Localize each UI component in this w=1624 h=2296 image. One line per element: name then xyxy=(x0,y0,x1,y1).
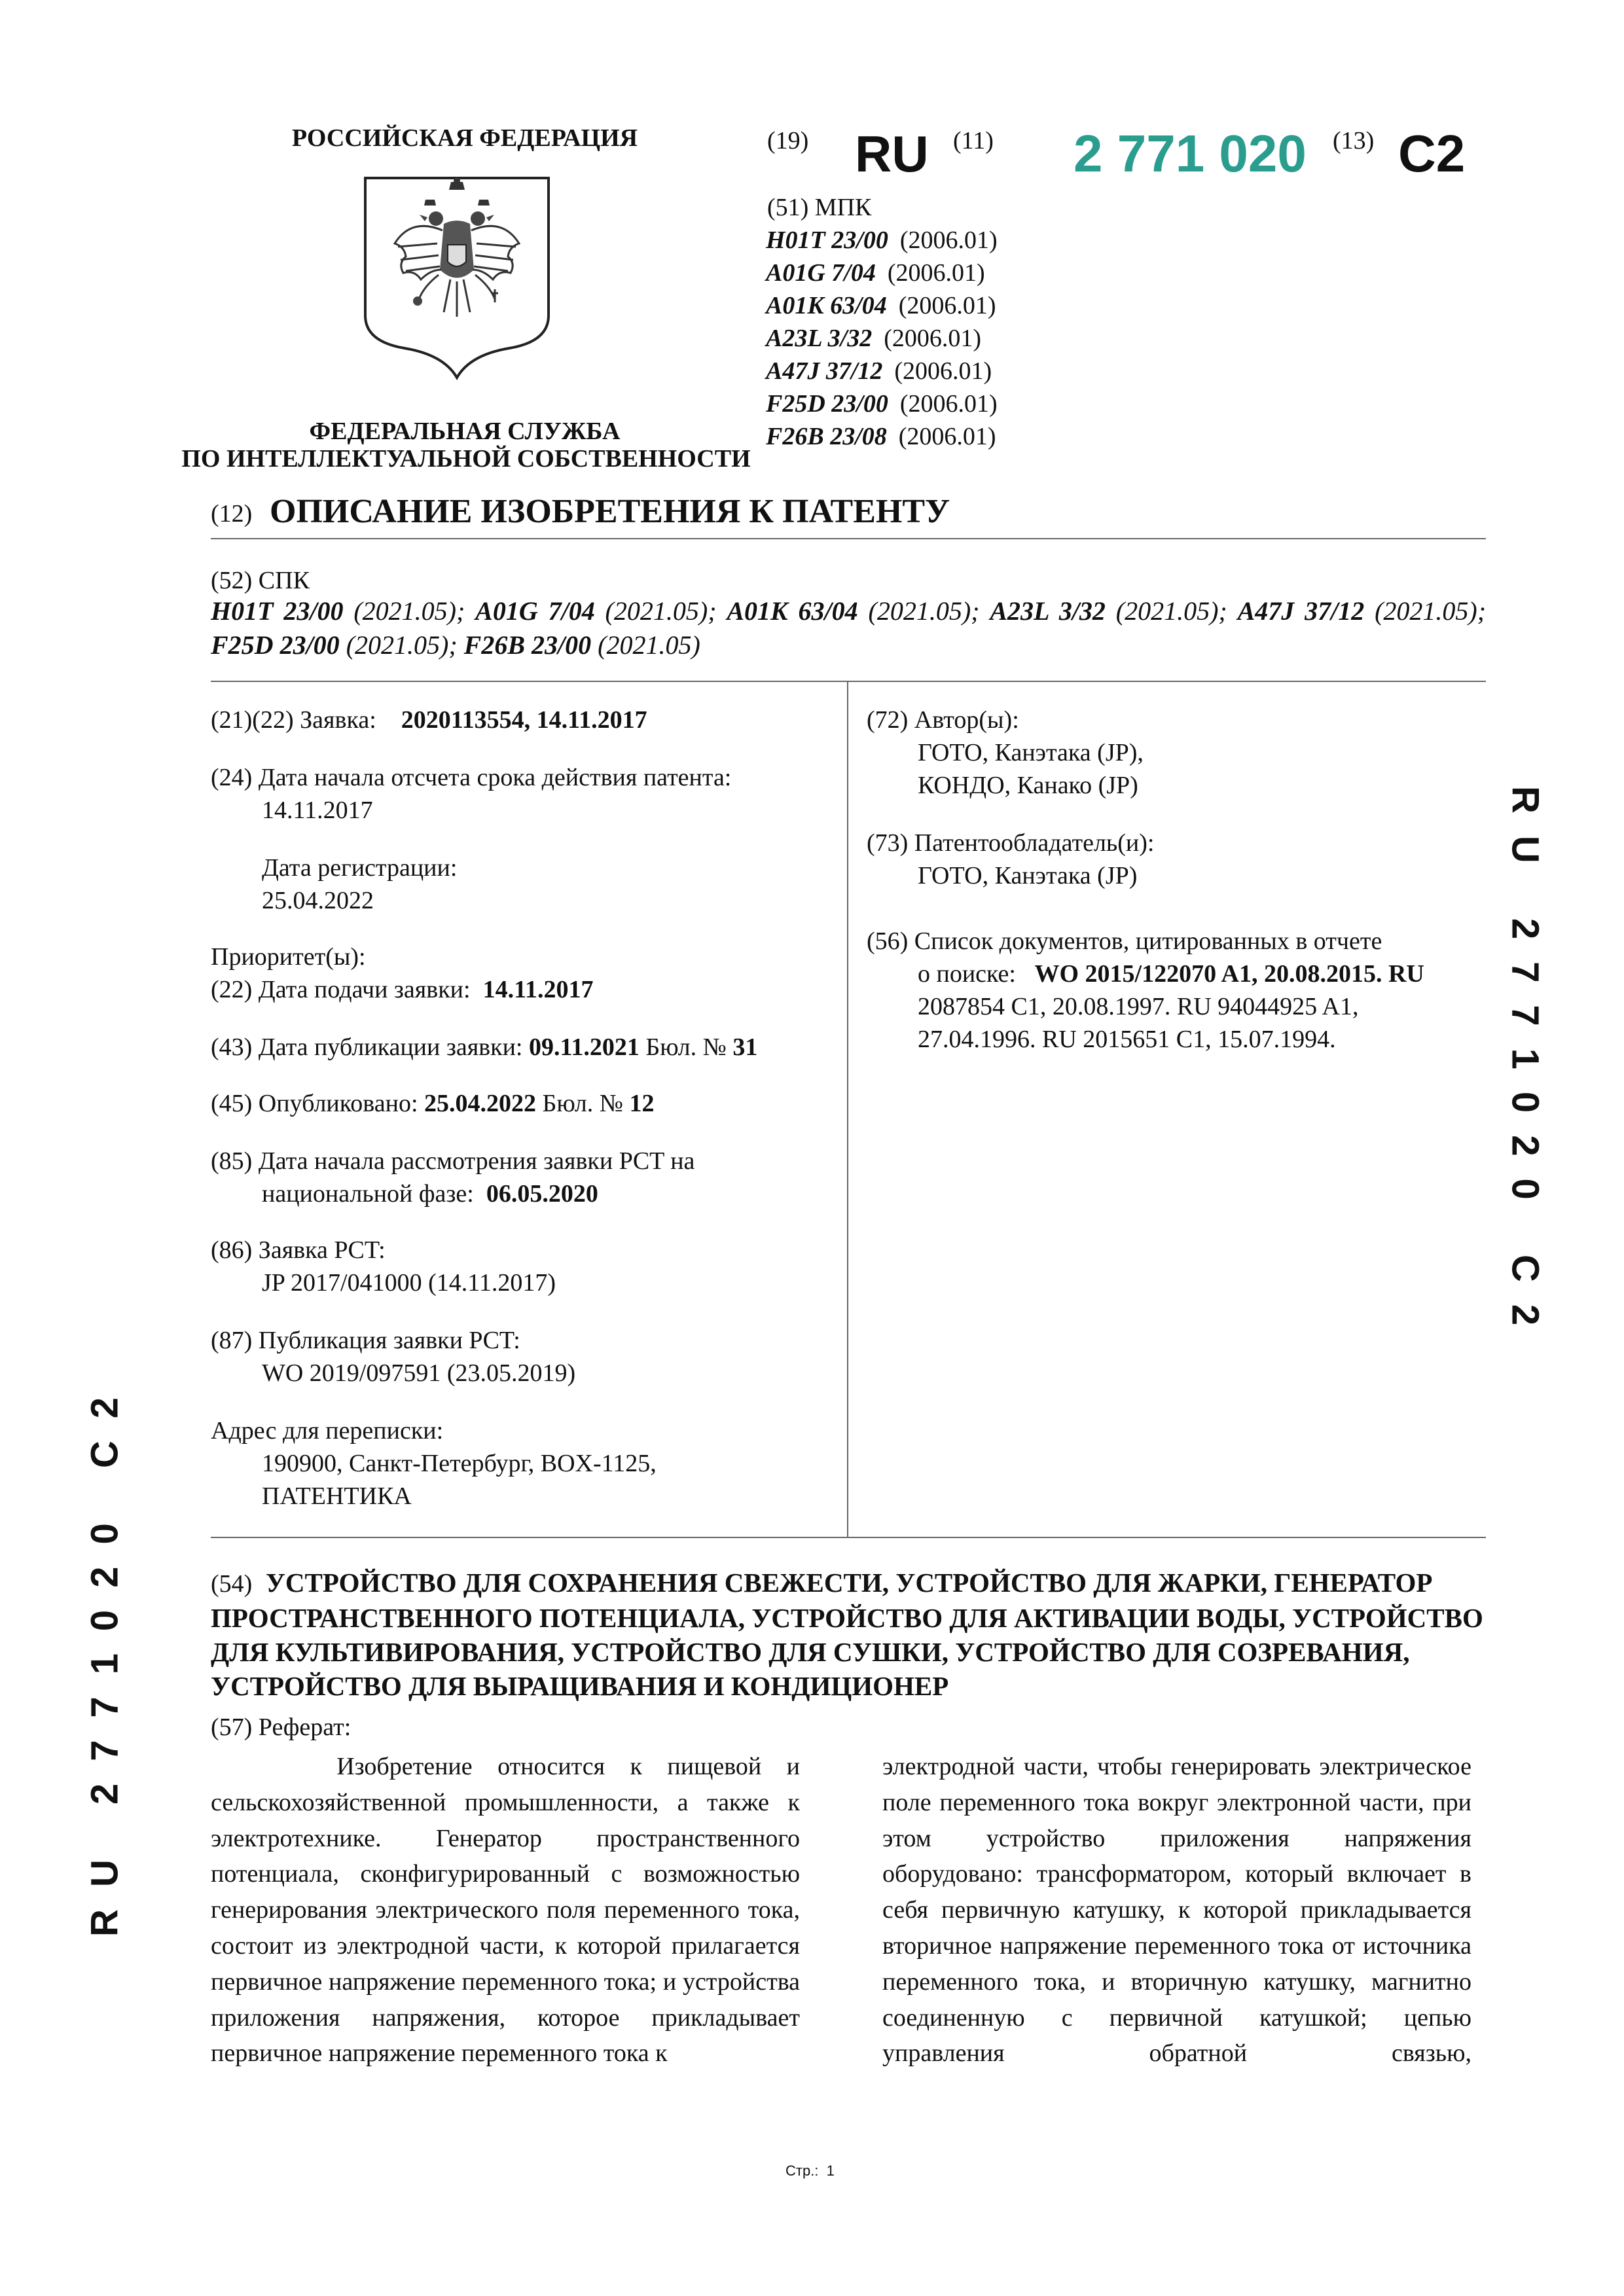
citations-line xyxy=(918,957,1424,991)
patent-number: 2 771 020 xyxy=(1074,124,1307,183)
citations-label-line1: (56) Список документов, цитированных в отчете xyxy=(867,927,1382,955)
pct-national-value: 06.05.2020 xyxy=(486,1180,598,1208)
published-date: 25.04.2022 xyxy=(424,1090,537,1117)
cpc-code: H01T 23/00 xyxy=(211,596,344,626)
agency-heading-line2: ПО ИНТЕЛЛЕКТУАЛЬНОЙ СОБСТВЕННОСТИ xyxy=(181,445,751,473)
application-label: (21)(22) Заявка: xyxy=(211,706,376,734)
page-label: Стр.: xyxy=(785,2162,819,2179)
ipc-version: (2006.01) xyxy=(887,259,985,287)
term-start-label: (24) Дата начала отсчета срока действия патента: xyxy=(211,764,732,791)
ipc-entry xyxy=(766,289,996,322)
bulletin-label: Бюл. № xyxy=(542,1090,623,1117)
inid-code-54: (54) xyxy=(211,1570,253,1598)
bulletin-label: Бюл. № xyxy=(645,1033,727,1061)
ipc-label: (51) МПК xyxy=(767,194,872,221)
abstract-column-right: электродной части, чтобы генерировать электрическое поле переменного тока вокруг электронной части, при этом устройство приложения напряжения оборудовано: трансформатором, который включает в себя первичную катушку, к которой прикладывается вторичное напряжение переменного тока от источника переменного тока, и вторичную катушку, магнитно соединенную с первичной катушкой; цепью управления обратной связью, xyxy=(882,1753,1471,2068)
bulletin-number: 31 xyxy=(732,1033,758,1061)
cpc-code: A01K 63/04 xyxy=(727,596,858,626)
inid-code-11: (11) xyxy=(953,127,994,154)
page-number: 1 xyxy=(826,2162,835,2179)
patent-holder-label: (73) Патентообладатель(и): xyxy=(867,829,1155,857)
pct-national-label-line1: (85) Дата начала рассмотрения заявки PCT на xyxy=(211,1147,695,1175)
app-publication-date: 09.11.2021 xyxy=(528,1033,640,1061)
ipc-code: A01K 63/04 xyxy=(766,292,887,319)
bulletin-number: 12 xyxy=(629,1090,655,1117)
pct-publication-value: WO 2019/097591 (23.05.2019) xyxy=(262,1359,576,1387)
cpc-version: (2021.05); xyxy=(868,596,980,626)
citation-text: WO 2015/122070 A1, 20.08.2015. RU xyxy=(1034,960,1424,988)
cpc-code: A01G 7/04 xyxy=(475,596,595,626)
ipc-entry xyxy=(766,322,981,355)
page-footer xyxy=(785,2161,835,2181)
ipc-entry xyxy=(766,257,985,289)
author-name: КОНДО, Канако (JP) xyxy=(918,772,1138,799)
side-label-left: RU 2771020 C2 xyxy=(83,1375,126,1937)
ipc-code: A23L 3/32 xyxy=(766,325,873,352)
divider xyxy=(211,1537,1486,1538)
citations-label-line2: о поиске: xyxy=(918,960,1016,988)
cpc-code: A23L 3/32 xyxy=(990,596,1106,626)
ipc-version: (2006.01) xyxy=(899,390,998,418)
cpc-version: (2021.05); xyxy=(353,596,465,626)
ipc-version: (2006.01) xyxy=(894,357,992,385)
abstract-label: (57) Реферат: xyxy=(211,1713,352,1741)
application-value: 2020113554, 14.11.2017 xyxy=(401,706,647,734)
filing-date-label: (22) Дата подачи заявки: xyxy=(211,976,471,1003)
ipc-code: A01G 7/04 xyxy=(766,259,876,287)
country-heading: РОССИЙСКАЯ ФЕДЕРАЦИЯ xyxy=(291,124,638,152)
invention-title xyxy=(211,1566,1486,1703)
cpc-code: A47J 37/12 xyxy=(1237,596,1365,626)
pct-publication-label: (87) Публикация заявки PCT: xyxy=(211,1327,520,1354)
title-line: ДЛЯ КУЛЬТИВИРОВАНИЯ, УСТРОЙСТВО ДЛЯ СУШКИ, УСТРОЙСТВО ДЛЯ СОЗРЕВАНИЯ, xyxy=(211,1637,1410,1667)
registration-label: Дата регистрации: xyxy=(262,854,458,882)
cpc-version: (2021.05); xyxy=(605,596,717,626)
published-label: (45) Опубликовано: xyxy=(211,1090,418,1117)
registration-value: 25.04.2022 xyxy=(262,887,374,914)
inid-code-12: (12) xyxy=(211,500,253,528)
title-line: УСТРОЙСТВО ДЛЯ ВЫРАЩИВАНИЯ И КОНДИЦИОНЕР xyxy=(211,1671,949,1701)
inid-code-19: (19) xyxy=(767,127,809,154)
app-publication-field xyxy=(211,1030,757,1064)
cpc-version: (2021.05) xyxy=(598,630,700,660)
address-label: Адрес для переписки: xyxy=(211,1417,444,1444)
ipc-code: A47J 37/12 xyxy=(766,357,883,385)
divider xyxy=(211,538,1486,539)
ipc-code: F25D 23/00 xyxy=(766,390,888,418)
ipc-entry xyxy=(766,420,996,453)
address-line1: 190900, Санкт-Петербург, BOX-1125, xyxy=(262,1450,657,1477)
column-divider xyxy=(847,682,848,1537)
divider xyxy=(211,681,1486,682)
author-name: ГОТО, Канэтака (JP), xyxy=(918,739,1144,766)
published-field xyxy=(211,1086,655,1121)
ipc-code: H01T 23/00 xyxy=(766,226,888,254)
ipc-version: (2006.01) xyxy=(898,423,996,450)
agency-heading-line1: ФЕДЕРАЛЬНАЯ СЛУЖБА xyxy=(309,418,621,445)
filing-date-value: 14.11.2017 xyxy=(482,976,594,1003)
document-type-title: ОПИСАНИЕ ИЗОБРЕТЕНИЯ К ПАТЕНТУ xyxy=(270,493,950,530)
pct-application-label: (86) Заявка PCT: xyxy=(211,1236,386,1264)
ipc-entry xyxy=(766,224,998,257)
citation-text: 2087854 C1, 20.08.1997. RU 94044925 A1, xyxy=(918,993,1359,1020)
pct-national-field xyxy=(262,1177,598,1211)
pct-application-value: JP 2017/041000 (14.11.2017) xyxy=(262,1269,556,1297)
abstract-column-left: Изобретение относится к пищевой и сельскохозяйственной промышленности, а также к электротехнике. Генератор пространственного потенциала, сконфигурированный с возможностью генерирования электрического поля переменного тока, состоит из электродной части, к которой прилагается первичное напряжение переменного тока; и устройства приложения напряжения, которое прикладывает первичное напряжение переменного тока к xyxy=(211,1753,800,2068)
ipc-version: (2006.01) xyxy=(898,292,996,319)
title-line: УСТРОЙСТВО ДЛЯ СОХРАНЕНИЯ СВЕЖЕСТИ, УСТРОЙСТВО ДЛЯ ЖАРКИ, ГЕНЕРАТОР xyxy=(265,1568,1433,1598)
ipc-entry xyxy=(766,387,998,420)
ipc-code: F26B 23/08 xyxy=(766,423,887,450)
ipc-version: (2006.01) xyxy=(899,226,998,254)
priority-label: Приоритет(ы): xyxy=(211,943,366,971)
cpc-version: (2021.05); xyxy=(346,630,458,660)
inid-code-13: (13) xyxy=(1333,127,1375,154)
cpc-code: F26B 23/00 xyxy=(463,630,592,660)
cpc-version: (2021.05); xyxy=(1375,596,1487,626)
cpc-version: (2021.05); xyxy=(1115,596,1227,626)
title-line: ПРОСТРАНСТВЕННОГО ПОТЕНЦИАЛА, УСТРОЙСТВО ДЛЯ АКТИВАЦИИ ВОДЫ, УСТРОЙСТВО xyxy=(211,1603,1483,1633)
pct-national-label-line2: национальной фазе: xyxy=(262,1180,474,1208)
ipc-entry xyxy=(766,355,992,387)
filing-date-field xyxy=(211,973,593,1007)
ipc-version: (2006.01) xyxy=(884,325,982,352)
app-publication-label: (43) Дата публикации заявки: xyxy=(211,1033,523,1061)
side-label-right: RU 2771020 C2 xyxy=(1504,786,1547,1348)
term-start-value: 14.11.2017 xyxy=(262,797,373,824)
application-field xyxy=(211,703,647,737)
country-code: RU xyxy=(855,125,929,183)
patent-holder-name: ГОТО, Канэтака (JP) xyxy=(918,862,1138,889)
coat-of-arms-emblem xyxy=(359,171,555,381)
cpc-codes xyxy=(211,594,1486,662)
kind-code: C2 xyxy=(1398,124,1466,183)
cpc-code: F25D 23/00 xyxy=(211,630,340,660)
citation-text: 27.04.1996. RU 2015651 C1, 15.07.1994. xyxy=(918,1026,1336,1053)
address-line2: ПАТЕНТИКА xyxy=(262,1482,412,1510)
authors-label: (72) Автор(ы): xyxy=(867,706,1019,734)
cpc-label: (52) СПК xyxy=(211,567,310,594)
